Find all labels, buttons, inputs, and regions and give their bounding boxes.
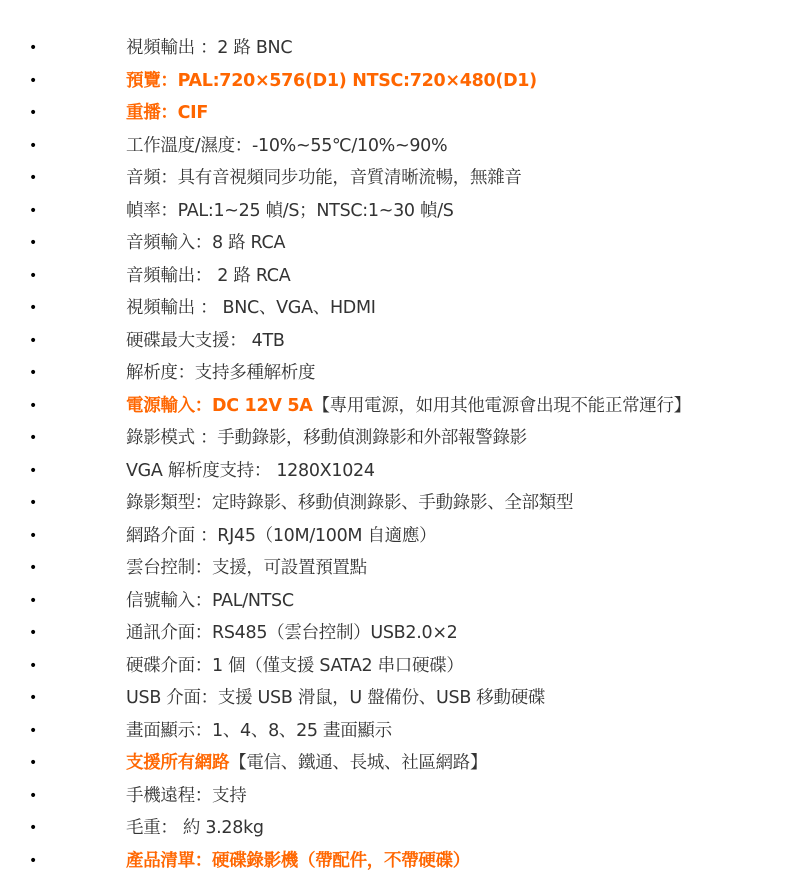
spec-body: 音頻：具有音視頻同步功能，音質清晰流暢，無雜音 [126,168,522,188]
spec-text [126,812,264,845]
spec-text [126,65,537,98]
bullet-icon: • [29,560,37,576]
bullet-icon: • [29,820,37,836]
spec-body: 毛重： 約 3.28kg [126,818,264,838]
spec-body: 視頻輸出 ： BNC、VGA、HDMI [126,298,376,318]
spec-text [126,390,691,423]
bullet-icon: • [29,625,37,641]
spec-body: 解析度：支持多種解析度 [126,363,316,383]
spec-body: 錄影模式 ：手動錄影，移動偵測錄影和外部報警錄影 [126,428,527,448]
bullet-icon: • [29,332,37,349]
spec-item [0,585,800,618]
bullet-icon: • [29,365,37,381]
bullet-icon: • [29,755,37,771]
spec-text [126,552,367,585]
spec-body: 手機遠程：支持 [126,785,247,806]
spec-body: 硬碟介面：1 個（僅支援 SATA2 串口硬碟） [126,655,464,676]
bullet-icon: • [29,267,37,284]
spec-item [0,65,800,98]
spec-item [0,195,800,228]
spec-item [0,292,800,325]
spec-item [0,227,800,260]
spec-text [126,260,290,293]
spec-text [126,292,376,325]
spec-body: 【專用電源，如用其他電源會出現不能正常運行】 [312,395,691,416]
bullet-icon: • [29,852,37,869]
spec-item [0,552,800,585]
bullet-icon: • [29,397,37,414]
spec-body: 音頻輸出： 2 路 RCA [126,265,291,286]
spec-item [0,520,800,553]
spec-item [0,487,800,520]
spec-body: 【電信、鐵通、長城、社區網路】 [229,753,488,773]
spec-item [0,845,800,878]
spec-item [0,455,800,488]
bullet-icon: • [29,137,37,154]
spec-body: 幀率：PAL:1~25 幀/S；NTSC:1~30 幀/S [126,200,454,221]
spec-item [0,780,800,813]
spec-text [126,422,527,455]
spec-item [0,32,800,65]
spec-text [126,130,447,163]
bullet-icon: • [29,495,37,511]
spec-highlight: 電源輸入：DC 12V 5A [126,395,313,416]
bullet-icon: • [29,300,37,316]
spec-highlight: 產品清單：硬碟錄影機（帶配件，不帶硬碟） [126,850,470,871]
bullet-icon: • [29,722,37,739]
spec-text [126,195,454,228]
spec-text [126,650,464,683]
spec-body: 通訊介面：RS485（雲台控制）USB2.0×2 [126,623,458,643]
bullet-icon: • [29,527,37,544]
spec-item [0,390,800,423]
spec-item [0,260,800,293]
spec-item [0,812,800,845]
spec-body: USB 介面：支援 USB 滑鼠，U 盤備份、USB 移動硬碟 [126,688,546,708]
bullet-icon: • [29,690,37,706]
spec-item [0,325,800,358]
spec-highlight: 支援所有網路 [126,753,230,773]
bullet-icon: • [29,592,37,609]
spec-text [126,780,246,813]
spec-text [126,715,392,748]
bullet-icon: • [29,462,37,479]
spec-text [126,162,522,195]
spec-text [126,357,315,390]
spec-text [126,845,470,878]
spec-body: 視頻輸出 ：2 路 BNC [126,38,293,58]
bullet-icon: • [29,235,37,251]
bullet-icon: • [29,202,37,219]
spec-item [0,130,800,163]
spec-item [0,422,800,455]
spec-item [0,617,800,650]
bullet-icon: • [29,657,37,674]
bullet-icon: • [29,105,37,121]
spec-item [0,650,800,683]
spec-body: 工作溫度/濕度：-10%~55℃/10%~90% [126,135,448,156]
spec-body: 網路介面 ：RJ45（10M/100M 自適應） [126,525,437,546]
spec-body: 音頻輸入：8 路 RCA [126,233,286,253]
spec-text [126,585,294,618]
bullet-icon: • [29,787,37,804]
spec-body: VGA 解析度支持： 1280X1024 [126,460,375,481]
spec-text [126,97,208,130]
bullet-icon: • [29,430,37,446]
spec-item [0,357,800,390]
spec-text [126,747,487,780]
spec-body: 畫面顯示：1、4、8、25 畫面顯示 [126,720,392,741]
spec-body: 硬碟最大支援： 4TB [126,330,285,351]
spec-body: 錄影類型：定時錄影、移動偵測錄影、手動錄影、全部類型 [126,493,574,513]
bullet-icon: • [29,40,37,56]
spec-item [0,682,800,715]
spec-body: 信號輸入：PAL/NTSC [126,590,294,611]
spec-item [0,715,800,748]
bullet-icon: • [29,72,37,89]
bullet-icon: • [29,170,37,186]
spec-item [0,747,800,780]
spec-body: 雲台控制：支援，可設置預置點 [126,558,367,578]
spec-item [0,97,800,130]
spec-text [126,682,545,715]
spec-text [126,227,285,260]
spec-text [126,455,375,488]
spec-text [126,487,573,520]
spec-text [126,617,458,650]
spec-text [126,520,436,553]
spec-highlight: 重播：CIF [126,103,209,123]
spec-highlight: 預覽：PAL:720×576(D1) NTSC:720×480(D1) [126,70,537,91]
spec-item [0,162,800,195]
spec-text [126,325,285,358]
spec-text [126,32,292,65]
